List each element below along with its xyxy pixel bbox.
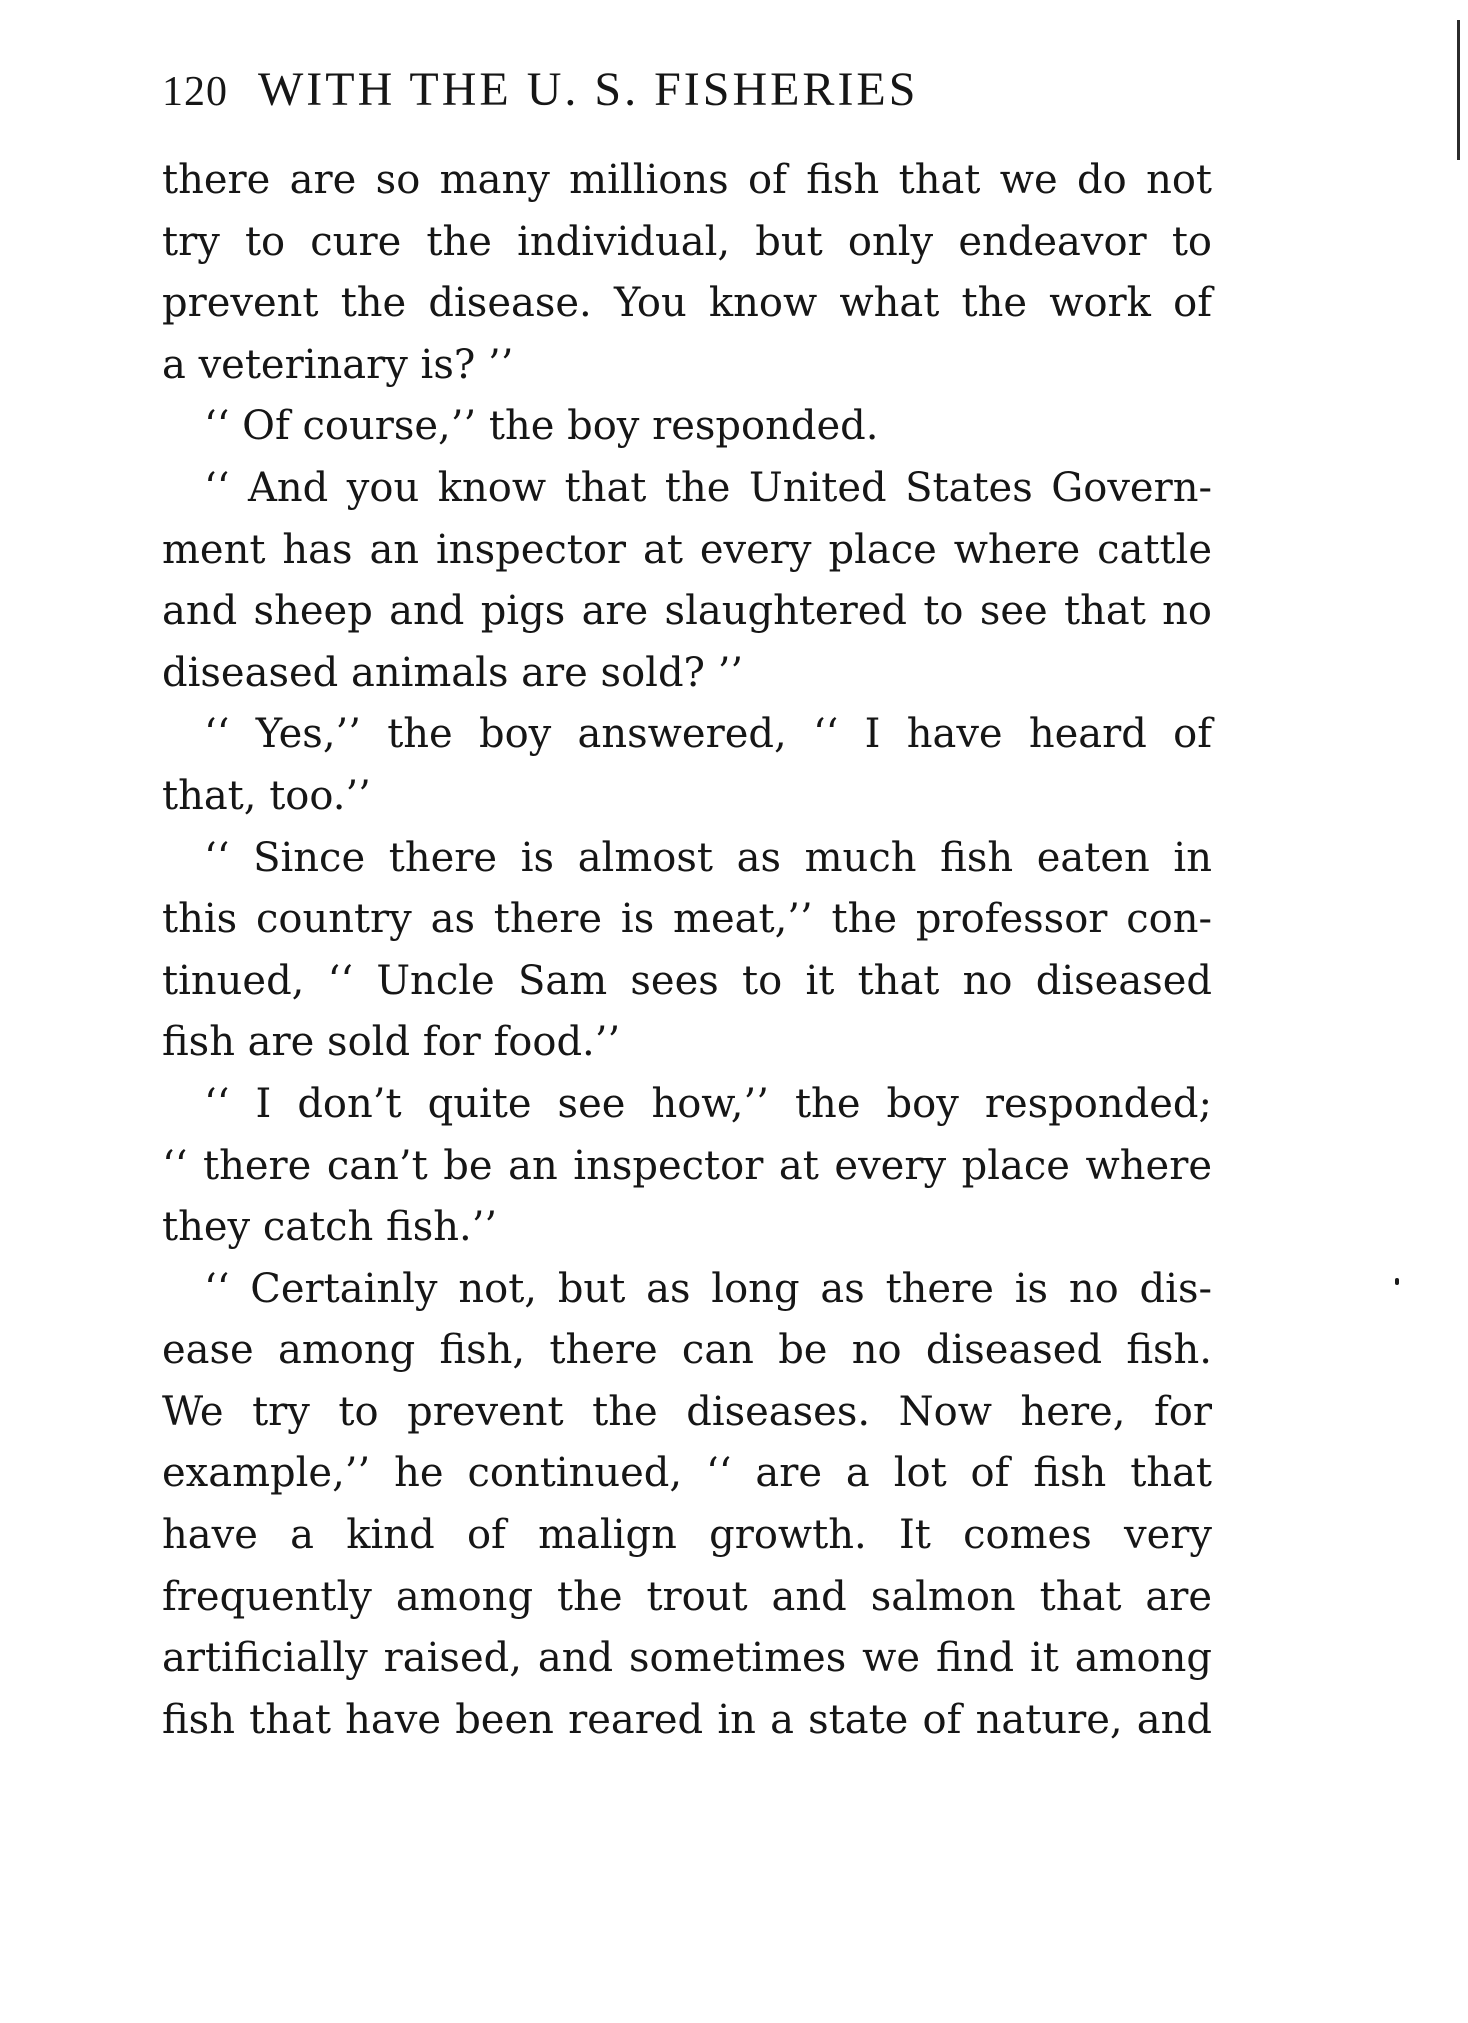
text-line: ‘‘ Yes,’’ the boy answered, ‘‘ I have heard of	[204, 711, 1212, 758]
text-line: ‘‘ Since there is almost as much fish eaten in	[204, 834, 1212, 881]
text-line: fish are sold for food.’’	[162, 1019, 621, 1066]
text-line: try to cure the individual, but only endeavor to	[162, 218, 1212, 265]
running-title: WITH THE U. S. FISHERIES	[258, 63, 919, 116]
running-header	[162, 62, 918, 122]
text-line: We try to prevent the diseases. Now here, for	[162, 1388, 1212, 1435]
text-line: ‘‘ Certainly not, but as long as there is no dis-	[204, 1265, 1212, 1312]
text-line: tinued, ‘‘ Uncle Sam sees to it that no diseased	[162, 957, 1212, 1004]
text-line: have a kind of malign growth. It comes very	[162, 1512, 1212, 1559]
text-line: there are so many millions of fish that we do not	[162, 157, 1212, 203]
text-line: ment has an inspector at every place where cattle	[162, 526, 1212, 573]
text-line: and sheep and pigs are slaughtered to see that no	[162, 588, 1212, 635]
ink-speck	[1395, 1278, 1399, 1285]
text-line: example,’’ he continued, ‘‘ are a lot of fish that	[162, 1450, 1212, 1497]
text-line: frequently among the trout and salmon that are	[162, 1573, 1212, 1620]
text-line: ‘‘ Of course,’’ the boy responded.	[204, 403, 879, 450]
text-line: prevent the disease. You know what the work of	[162, 280, 1212, 327]
scan-edge-line	[1457, 20, 1460, 160]
text-line: this country as there is meat,’’ the professor con-	[162, 896, 1212, 943]
text-line: they catch fish.’’	[162, 1204, 498, 1251]
text-line: ‘‘ there can’t be an inspector at every place where	[162, 1142, 1212, 1189]
text-line: artificially raised, and sometimes we find it among	[162, 1635, 1212, 1682]
text-line: diseased animals are sold? ’’	[162, 649, 744, 696]
text-line: fish that have been reared in a state of nature, and	[162, 1696, 1212, 1743]
text-line: ‘‘ And you know that the United States Govern-	[204, 464, 1212, 511]
text-line: a veterinary is? ’’	[162, 341, 514, 388]
page-body-text	[162, 150, 1212, 1751]
text-line: ‘‘ I don’t quite see how,’’ the boy responded;	[204, 1080, 1212, 1127]
page-number: 120	[162, 69, 228, 115]
text-line: that, too.’’	[162, 772, 371, 819]
text-line: ease among fish, there can be no diseased fish.	[162, 1327, 1212, 1374]
